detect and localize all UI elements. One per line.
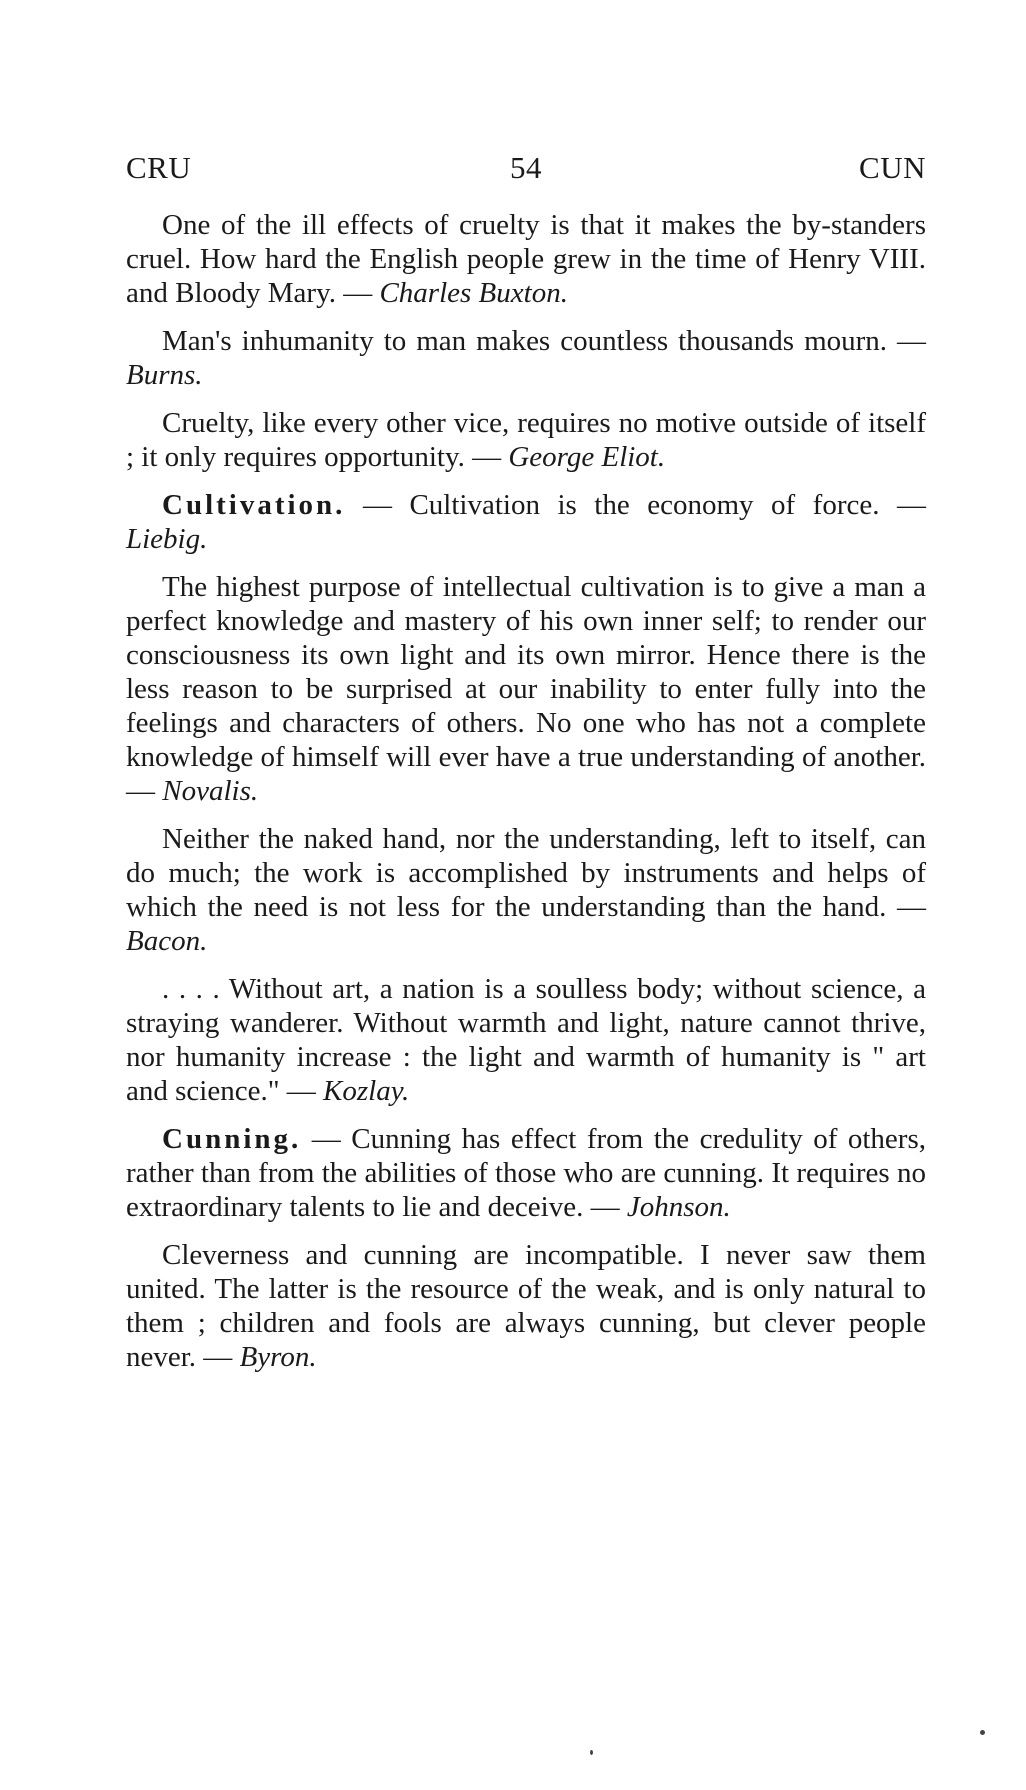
quote-author: Bacon. <box>126 925 208 957</box>
quote-entry <box>126 822 926 958</box>
quote-text: One of the ill effects of cruelty is that it makes the by-standers cruel. How hard the English people grew in the time of Henry VIII. and Bloody Mary. — <box>126 209 926 309</box>
quote-author: Charles Buxton. <box>379 277 568 309</box>
quote-text: Cleverness and cunning are incompatible. I never saw them united. The latter is the resource of the weak, and is only natural to them ; children and fools are always cunning, but clever people never. — <box>126 1239 926 1373</box>
quote-text: Man's inhumanity to man makes countless thousands mourn. — <box>162 325 926 357</box>
ink-speck <box>590 1750 593 1755</box>
quote-entry <box>126 406 926 474</box>
quote-entry <box>126 488 926 556</box>
quote-entry <box>126 972 926 1108</box>
header-right: CUN <box>859 150 926 185</box>
quote-author: Liebig. <box>126 523 208 555</box>
quote-text: — Cultivation is the economy of force. — <box>345 489 926 521</box>
quote-entry <box>126 324 926 392</box>
quote-author: Byron. <box>239 1341 317 1373</box>
header-left: CRU <box>126 150 192 185</box>
quote-text: . . . . Without art, a nation is a soulless body; without science, a straying wanderer. Without warmth and light, nature cannot thrive, nor humanity increase : the light and warmth of humanity is " art and science." — <box>126 973 926 1107</box>
topic-heading: Cunning. <box>162 1123 302 1155</box>
page-number: 54 <box>510 150 542 185</box>
quote-entry <box>126 1122 926 1224</box>
quote-author: George Eliot. <box>508 441 666 473</box>
running-head <box>126 150 926 192</box>
quote-text: — Cunning has effect from the credulity of others, rather than from the abilities of those who are cunning. It requires no extraordinary talents to lie and deceive. — <box>126 1123 926 1223</box>
quote-text: Cruelty, like every other vice, requires no motive outside of itself ; it only requires opportunity. — <box>126 407 926 473</box>
quote-entry <box>126 570 926 808</box>
topic-heading: Cultivation. <box>162 489 346 521</box>
ink-speck <box>980 1730 985 1735</box>
quote-author: Novalis. <box>162 775 259 807</box>
quote-text: The highest purpose of intellectual cultivation is to give a man a perfect knowledge and mastery of his own inner self; to render our consciousness its own light and its own mirror. Hence there is the less reason to be surprised at our inability to enter fully into the feelings and characters of others. No one who has not a complete knowledge of himself will ever have a true understanding of another. — <box>126 571 926 807</box>
book-page <box>126 150 926 1388</box>
quote-entry <box>126 208 926 310</box>
quote-entry <box>126 1238 926 1374</box>
quote-author: Johnson. <box>626 1191 731 1223</box>
quote-author: Burns. <box>126 359 203 391</box>
quote-author: Kozlay. <box>323 1075 410 1107</box>
quote-text: Neither the naked hand, nor the understanding, left to itself, can do much; the work is accomplished by instruments and helps of which the need is not less for the understanding than the hand. — <box>126 823 926 923</box>
